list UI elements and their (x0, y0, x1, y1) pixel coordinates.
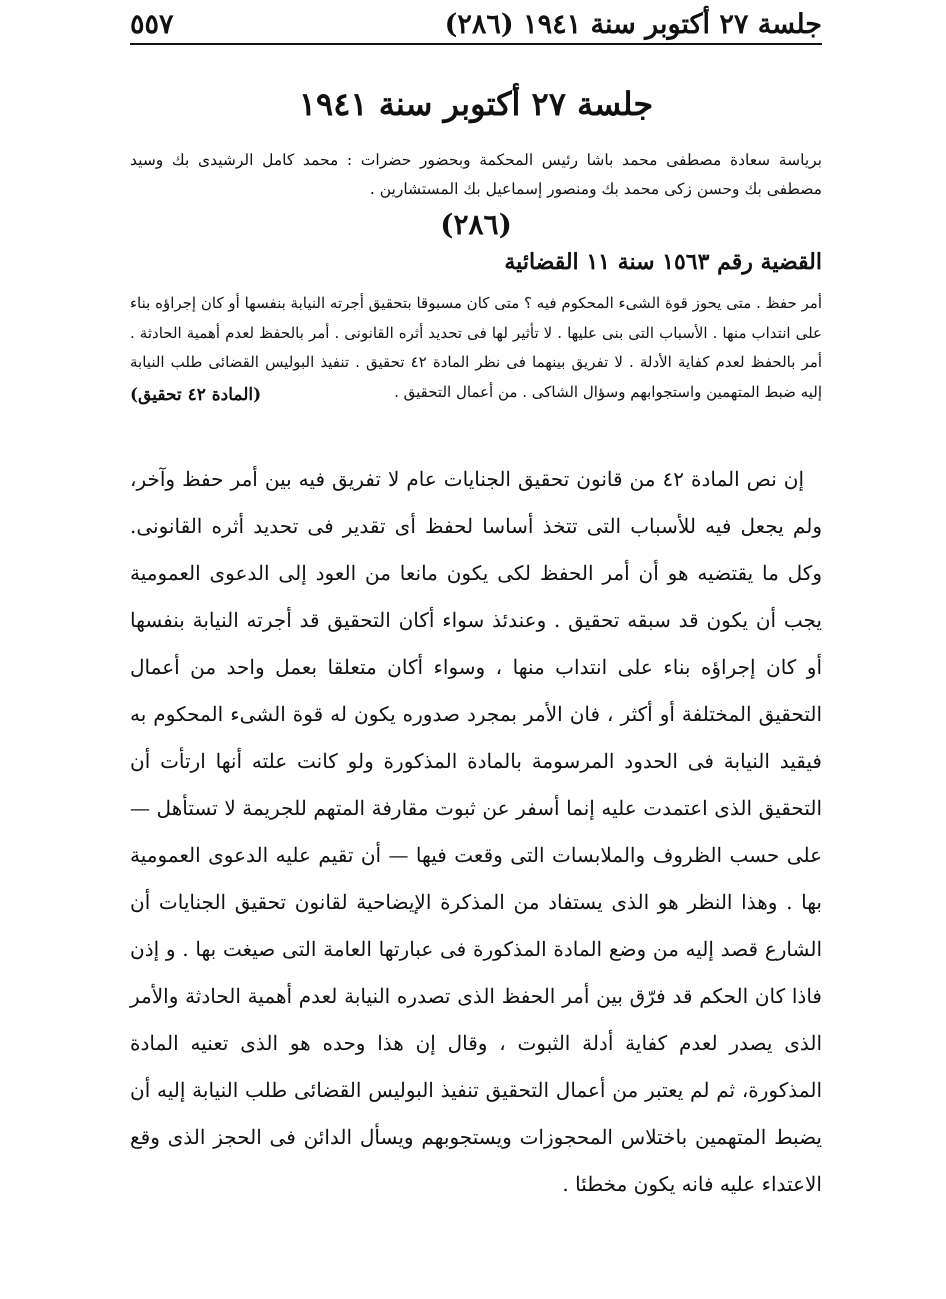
page-number: ٥٥٧ (130, 8, 174, 40)
header-divider (130, 43, 822, 45)
presidency-paragraph: برياسة سعادة مصطفى محمد باشا رئيس المحكمة وبحضور حضرات : محمد كامل الرشيدى بك وسيد مصطفى بك وحسن زكى محمد بك ومنصور إسماعيل بك المستشارين . (130, 151, 822, 198)
running-header-title: جلسة ٢٧ أكتوبر سنة ١٩٤١ (٢٨٦) (444, 8, 822, 40)
case-number: (٢٨٦) (440, 208, 512, 241)
headnote (130, 289, 822, 410)
headnote-text: أمر حفظ . متى يحوز قوة الشىء المحكوم فيه ؟ متى كان مسبوقا بتحقيق أجرته النيابة بنفسها أو كان إجراؤه بناء على انتداب منها . الأسباب التى بنى عليها . لا تأثير لها فى تحديد أثره القانونى . أمر بالحفظ لعدم أهمية الحادثة . أمر بالحفظ لعدم كفاية الأدلة . لا تفريق بينهما فى نظر المادة ٤٢ تحقيق . تنفيذ البوليس القضائى طلب النيابة إليه ضبط المتهمين واستجوابهم وسؤال الشاكى . من أعمال التحقيق . (130, 294, 822, 401)
case-title: القضية رقم ١٥٦٣ سنة ١١ القضائية (504, 249, 822, 275)
headnote-reference: (المادة ٤٢ تحقيق) (130, 384, 262, 405)
body-paragraph: إن نص المادة ٤٢ من قانون تحقيق الجنايات عام لا تفريق فيه بين أمر حفظ وآخر، ولم يجعل فيه للأسباب التى تتخذ أساسا لحفظ أى تقدير فى تحديد أثره القانونى. وكل ما يقتضيه هو أن أمر الحفظ لكى يكون مانعا من العود إلى الدعوى العمومية يجب أن يكون قد سبقه تحقيق . وعندئذ سواء أكان التحقيق قد أجرته النيابة بنفسها أو كان إجراؤه بناء على انتداب منها ، وسواء أكان متعلقا بعمل واحد من أعمال التحقيق المختلفة أو أكثر ، فان الأمر بمجرد صدوره يكون له قوة الشىء المحكوم به فيقيد النيابة فى الحدود المرسومة بالمادة المذكورة ولو كانت علته أنها ارتأت أن التحقيق الذى اعتمدت عليه إنما أسفر عن ثبوت مقارفة المتهم للجريمة لا تستأهل — على حسب الظروف والملابسات التى وقعت فيها — أن تقيم عليه الدعوى العمومية بها . وهذا النظر هو الذى يستفاد من المذكرة الإيضاحية لقانون تحقيق الجنايات أن الشارع قصد إليه من وضع المادة المذكورة فى عبارتها العامة التى صيغت بها . و إذن فاذا كان الحكم قد فرّق بين أمر الحفظ الذى تصدره النيابة لعدم أهمية الحادثة والأمر الذى يصدر لعدم كفاية أدلة الثبوت ، وقال إن هذا وحده هو الذى تعنيه المادة المذكورة، ثم لم يعتبر من أعمال التحقيق تنفيذ البوليس القضائى طلب النيابة إليه أن يضبط المتهمين باختلاس المحجوزات ويستجوبهم ويسأل الدائن فى الحجز الذى وقع الاعتداء عليه فانه يكون مخطئا . (130, 467, 822, 1196)
document-page (130, 0, 822, 1299)
session-title: جلسة ٢٧ أكتوبر سنة ١٩٤١ (298, 85, 654, 123)
running-header (130, 6, 822, 42)
